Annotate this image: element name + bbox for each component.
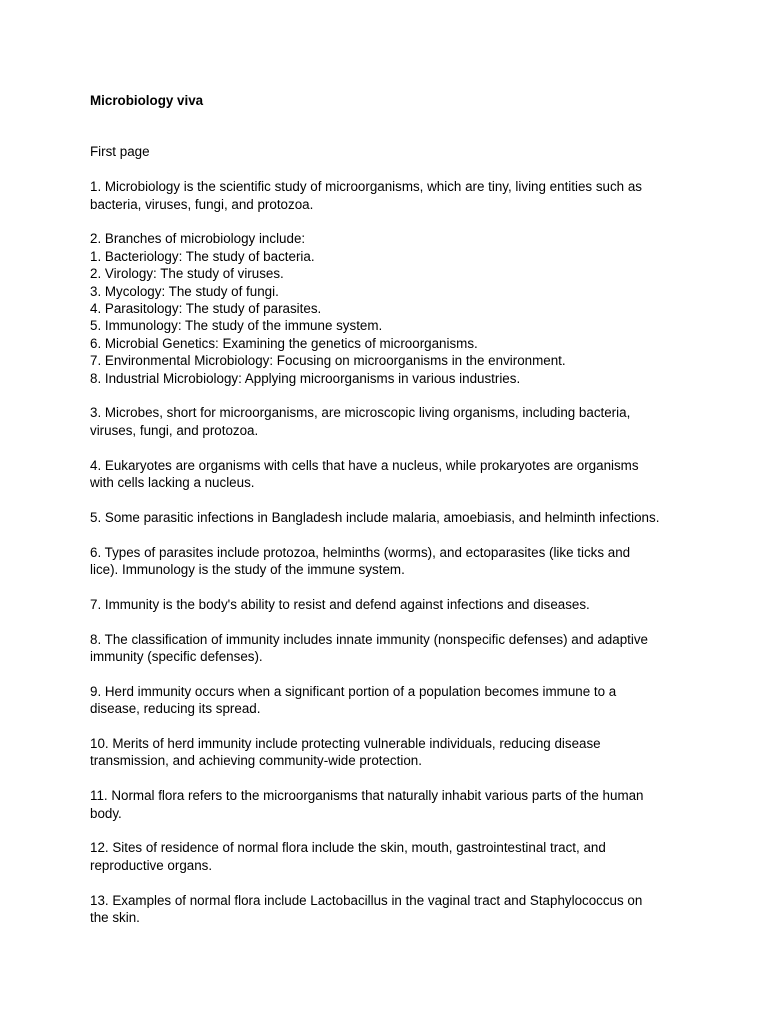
paragraph	[90, 631, 700, 666]
text-line: disease, reducing its spread.	[90, 701, 261, 717]
text-line: reproductive organs.	[90, 857, 213, 873]
text-line: 1. Bacteriology: The study of bacteria.	[90, 248, 315, 264]
paragraph	[90, 404, 700, 439]
document-subtitle: First page	[90, 144, 150, 160]
paragraph	[90, 683, 700, 718]
paragraph	[90, 839, 700, 874]
paragraph	[90, 230, 700, 387]
text-line: 9. Herd immunity occurs when a significant portion of a population becomes immune to a	[90, 683, 617, 699]
text-line: 11. Normal flora refers to the microorganisms that naturally inhabit various parts of the human	[90, 788, 644, 804]
paragraph	[90, 178, 700, 213]
text-line: 13. Examples of normal flora include Lactobacillus in the vaginal tract and Staphylococcus on	[90, 892, 643, 908]
text-line: 3. Mycology: The study of fungi.	[90, 283, 279, 299]
text-line: bacteria, viruses, fungi, and protozoa.	[90, 196, 314, 212]
paragraph	[90, 892, 700, 927]
text-line: 3. Microbes, short for microorganisms, are microscopic living organisms, including bacteria,	[90, 405, 631, 421]
text-line: 6. Types of parasites include protozoa, helminths (worms), and ectoparasites (like ticks and	[90, 544, 631, 560]
document-title: Microbiology viva	[90, 93, 204, 108]
paragraph	[90, 544, 700, 579]
text-line: 6. Microbial Genetics: Examining the genetics of microorganisms.	[90, 335, 478, 351]
text-line: 8. Industrial Microbiology: Applying microorganisms in various industries.	[90, 370, 521, 386]
paragraph	[90, 509, 700, 526]
text-line: transmission, and achieving community-wide protection.	[90, 753, 422, 769]
text-line: 10. Merits of herd immunity include protecting vulnerable individuals, reducing disease	[90, 736, 601, 752]
text-line: 1. Microbiology is the scientific study of microorganisms, which are tiny, living entities such as	[90, 179, 642, 195]
text-line: immunity (specific defenses).	[90, 649, 263, 665]
text-line: 2. Virology: The study of viruses.	[90, 266, 284, 282]
text-line: 4. Parasitology: The study of parasites.	[90, 301, 322, 317]
text-line: 12. Sites of residence of normal flora include the skin, mouth, gastrointestinal tract, and	[90, 840, 606, 856]
document-body	[90, 178, 700, 926]
text-line: the skin.	[90, 910, 140, 926]
text-line: 4. Eukaryotes are organisms with cells that have a nucleus, while prokaryotes are organisms	[90, 457, 639, 473]
text-line: viruses, fungi, and protozoa.	[90, 422, 259, 438]
paragraph	[90, 596, 700, 613]
text-line: 5. Immunology: The study of the immune system.	[90, 318, 383, 334]
text-line: 7. Immunity is the body's ability to resist and defend against infections and diseases.	[90, 596, 590, 612]
text-line: 5. Some parasitic infections in Bangladesh include malaria, amoebiasis, and helminth infections.	[90, 509, 660, 525]
text-line: with cells lacking a nucleus.	[90, 475, 255, 491]
text-line: body.	[90, 805, 122, 821]
text-line: lice). Immunology is the study of the immune system.	[90, 562, 405, 578]
document-page	[90, 92, 700, 926]
text-line: 7. Environmental Microbiology: Focusing on microorganisms in the environment.	[90, 353, 566, 369]
paragraph	[90, 735, 700, 770]
paragraph	[90, 457, 700, 492]
text-line: 8. The classification of immunity includes innate immunity (nonspecific defenses) and adaptive	[90, 631, 648, 647]
text-line: 2. Branches of microbiology include:	[90, 231, 306, 247]
paragraph	[90, 787, 700, 822]
